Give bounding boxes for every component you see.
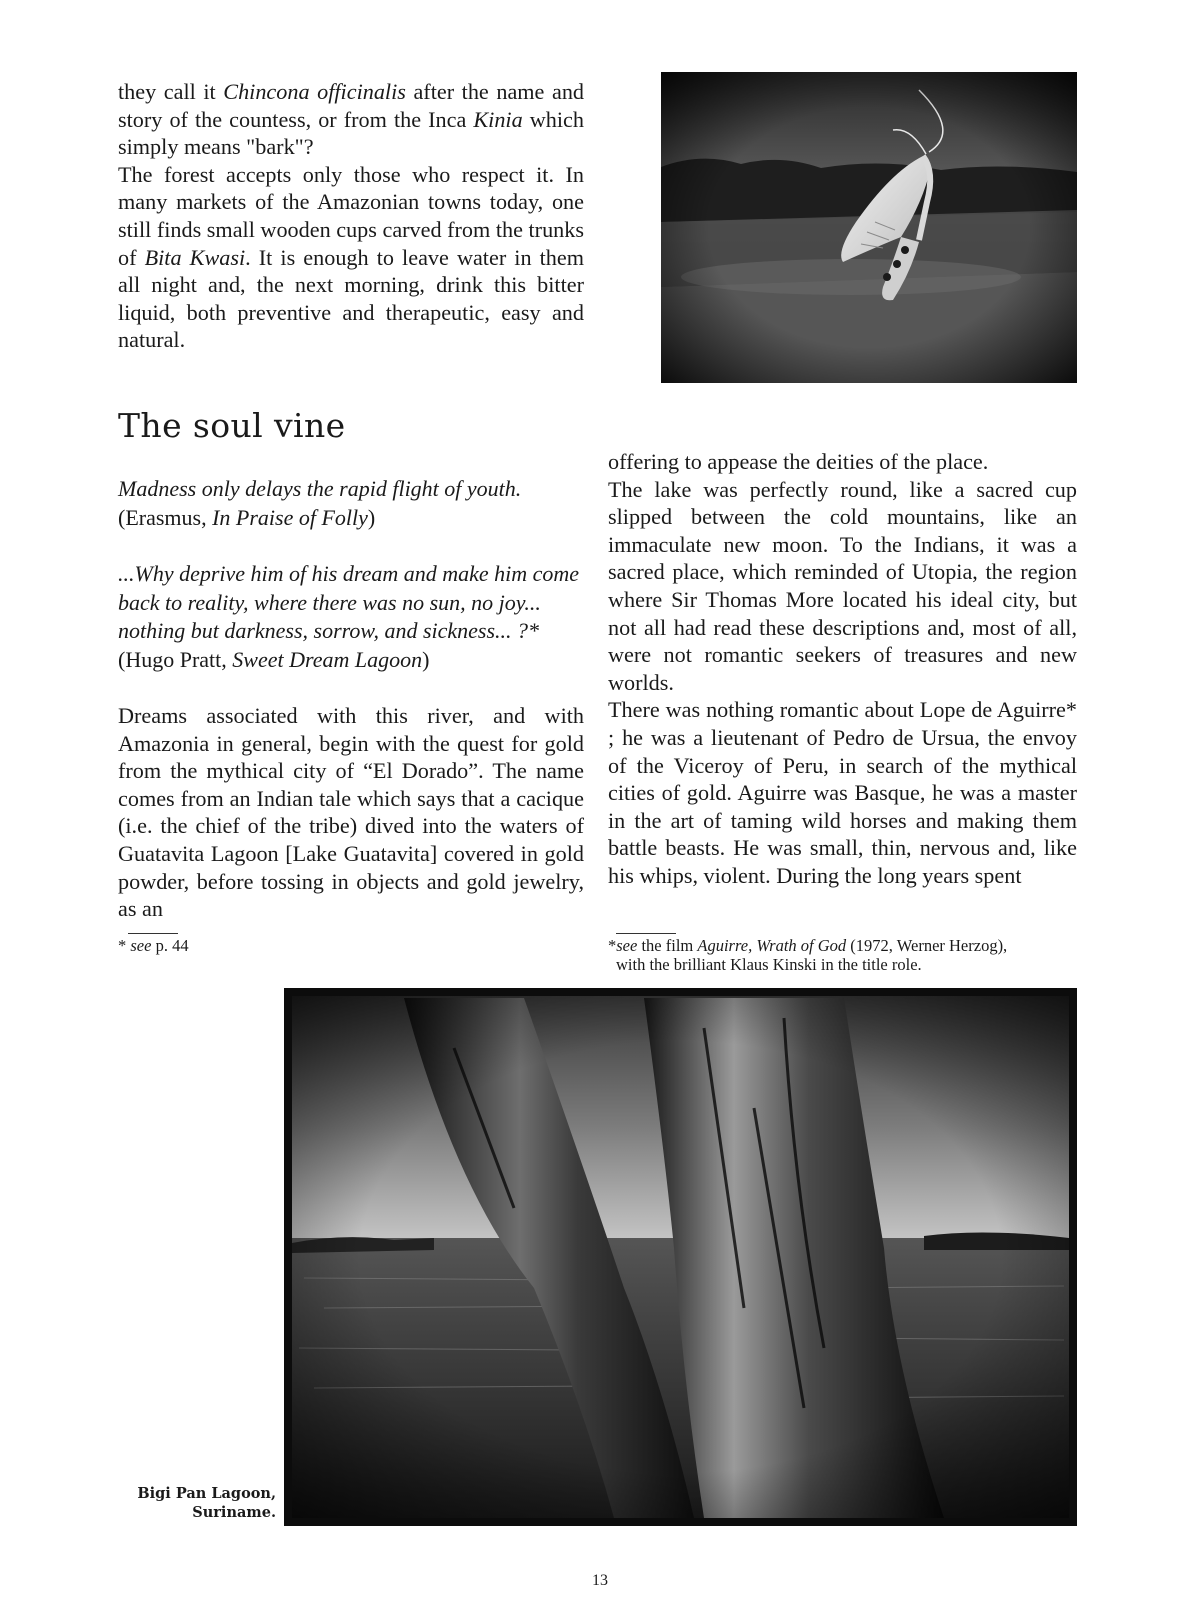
lagoon-tree-photo — [284, 988, 1077, 1526]
text-span: after the name and story of the countess, or from the Inca — [118, 79, 585, 132]
caption-line-2: Suriname. — [192, 1504, 276, 1521]
footnote-rule — [616, 933, 676, 934]
text-span: . It is enough to leave water in them all night and, the next morning, drink this bitter liquid, both preventive and therapeutic, easy and natural. — [118, 244, 585, 353]
butterfly-photo — [661, 72, 1077, 383]
epigraph-1-citation — [118, 504, 584, 533]
text-span: There was nothing romantic about Lope de Aguirre* ; he was a lieutenant of Pedro de Ursua, the envoy of the Viceroy of Peru, in search of the mythical cities of gold. Aguirre was Basque, he was a master in the art of taming wild horses and making them battle beasts. He was small, thin, nervous and, like his whips, violent. During the long years spent — [608, 697, 1077, 888]
text-span: The forest accepts only those who respect it. In many markets of the Amazonian towns today, one still finds small wooden cups carved from the trunks of — [118, 161, 584, 270]
text-span: * — [118, 936, 131, 955]
epigraph-2-line-2: back to reality, where there was no sun, no joy... — [118, 589, 541, 615]
footnote-rule — [128, 933, 178, 934]
footnote-right-line-2: with the brilliant Klaus Kinski in the title role. — [616, 955, 922, 974]
left-column — [118, 475, 584, 923]
text-span: (1972, Werner Herzog), — [846, 936, 1008, 955]
epigraph-2-line-1: ...Why deprive him of his dream and make him come — [118, 561, 580, 586]
text-span: which simply means "bark"? — [118, 106, 584, 160]
italic-text: Kinia — [473, 106, 523, 132]
text-span: ) — [367, 504, 376, 530]
text-span: * — [608, 936, 617, 955]
left-body-paragraph — [118, 702, 584, 923]
italic-text: Sweet Dream Lagoon — [232, 646, 423, 672]
butterfly-photo-image — [661, 72, 1077, 383]
footnote-left-text — [118, 936, 189, 955]
photo-caption — [120, 1484, 276, 1522]
epigraph-2-citation — [118, 646, 584, 675]
intro-paragraph-2 — [118, 161, 584, 354]
italic-text: see — [616, 936, 638, 955]
italic-text: Chincona officinalis — [223, 79, 406, 104]
text-span: they call it — [118, 79, 224, 104]
epigraph-2-line-3: nothing but darkness, sorrow, and sickness... ?* — [118, 618, 540, 643]
right-body-paragraph-3 — [608, 696, 1077, 889]
lagoon-tree-photo-image — [284, 988, 1077, 1526]
caption-line-1: Bigi Pan Lagoon, — [137, 1485, 276, 1502]
right-body-paragraph-1 — [608, 448, 1077, 476]
intro-paragraph-1 — [118, 78, 584, 161]
epigraph-1-quote: Madness only delays the rapid flight of youth. — [118, 476, 522, 501]
right-body-paragraph-2 — [608, 476, 1077, 697]
text-span: (Erasmus, — [118, 504, 213, 530]
text-span: ) — [422, 646, 430, 672]
page-number: 13 — [592, 1572, 608, 1589]
text-span: (Hugo Pratt, — [118, 646, 233, 672]
text-span: p. 44 — [151, 936, 189, 955]
text-span: offering to appease the deities of the place. — [608, 449, 989, 474]
right-column — [608, 448, 1077, 890]
italic-text: Bita Kwasi — [144, 244, 246, 270]
italic-text: Aguirre, Wrath of God — [697, 936, 847, 955]
italic-text: see — [130, 936, 152, 955]
footnote-right — [608, 936, 1078, 974]
section-title: The soul vine — [118, 406, 346, 445]
text-span: the film — [637, 936, 698, 955]
footnote-right-line-1 — [608, 936, 1078, 955]
intro-text-block — [118, 78, 584, 354]
footnote-left — [118, 936, 318, 955]
text-span: The lake was perfectly round, like a sacred cup slipped between the cold mountains, like an immaculate new moon. To the Indians, it was a sacred place, which reminded of Utopia, the region where Sir Thomas More located his ideal city, but not all had read these descriptions and, most of all, were not romantic seekers of treasures and new worlds. — [608, 476, 1077, 695]
italic-text: In Praise of Folly — [212, 504, 368, 530]
text-span: Dreams associated with this river, and with Amazonia in general, begin with the quest for gold from the mythical city of “El Dorado”. The name comes from an Indian tale which says that a cacique (i.e. the chief of the tribe) dived into the waters of Guatavita Lagoon [Lake Guatavita] covered in gold powder, before tossing in objects and gold jewelry, as an — [118, 703, 584, 922]
